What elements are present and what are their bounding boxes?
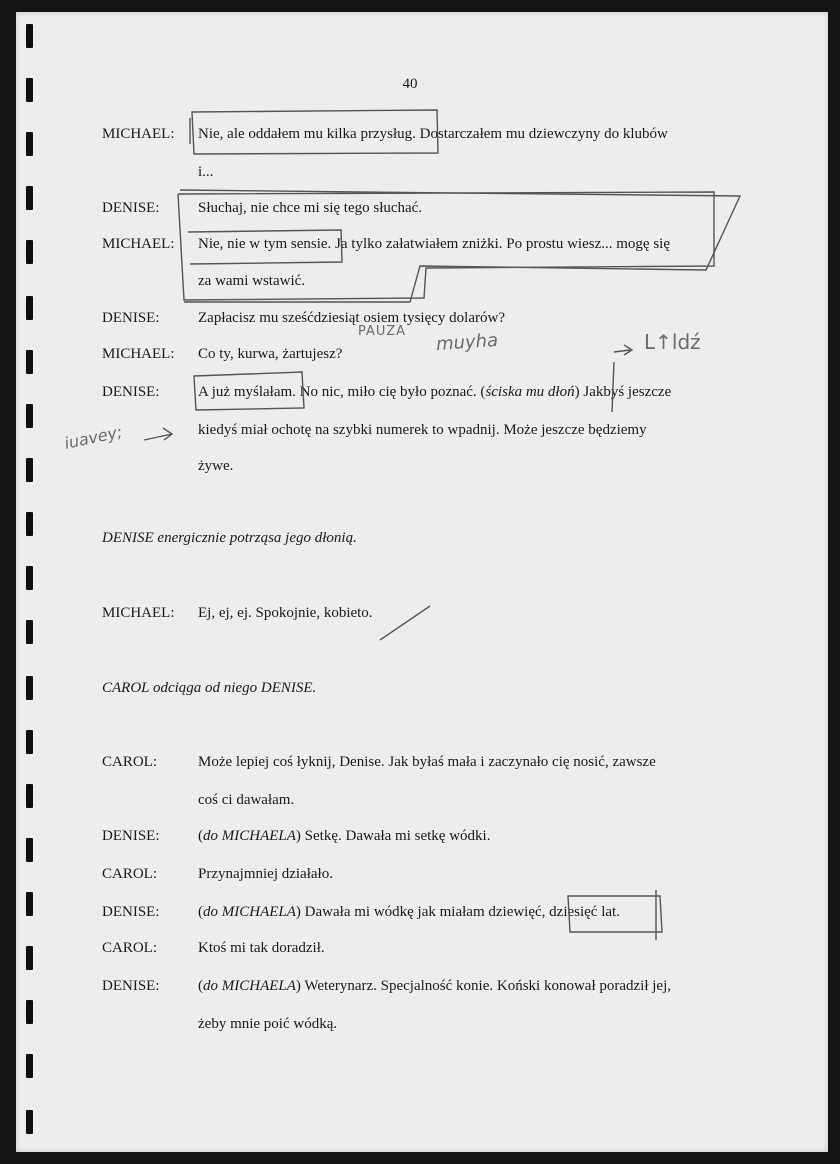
binding-hole — [26, 1110, 33, 1134]
stage-direction-inline: do MICHAELA — [203, 978, 296, 994]
binding-hole — [26, 566, 33, 590]
spiral-binding — [18, 0, 38, 1164]
speaker-label: DENISE: — [102, 828, 160, 844]
dialogue-line: Zapłacisz mu sześćdziesiąt osiem tysięcy dolarów? — [198, 310, 505, 326]
binding-hole — [26, 132, 33, 156]
dialogue-line: kiedyś miał ochotę na szybki numerek to wpadnij. Może jeszcze będziemy — [198, 422, 647, 438]
speaker-label: MICHAEL: — [102, 346, 175, 362]
stage-direction-inline: ściska mu dłoń — [485, 384, 575, 400]
binding-hole — [26, 676, 33, 700]
speaker-label: MICHAEL: — [102, 605, 175, 621]
speaker-label: DENISE: — [102, 200, 160, 216]
line-segment: Setkę. Dawała mi setkę wódki. — [304, 828, 491, 844]
binding-hole — [26, 404, 33, 428]
binding-hole — [26, 784, 33, 808]
line-segment: Weterynarz. Specjalność konie. Koński konował poradził jej, — [304, 978, 672, 994]
dialogue-line: Nie, ale oddałem mu kilka przysług. Dostarczałem mu dziewczyny do klubów — [198, 126, 668, 142]
dialogue-line: (do MICHAELA) Dawała mi wódkę jak miałam dziewięć, dziesięć lat. — [198, 904, 620, 920]
speaker-label: CAROL: — [102, 866, 158, 882]
dialogue-line: Nie, nie w tym sensie. Ja tylko załatwiałem zniżki. Po prostu wiesz... mogę się — [198, 236, 670, 252]
dialogue-line: i... — [198, 164, 214, 180]
binding-hole — [26, 512, 33, 536]
speaker-label: DENISE: — [102, 978, 160, 994]
handwritten-scribble: muyha — [435, 329, 499, 356]
dialogue-line: żywe. — [198, 458, 234, 474]
speaker-label: MICHAEL: — [102, 236, 175, 252]
binding-hole — [26, 296, 33, 320]
binding-hole — [26, 240, 33, 264]
stage-direction-inline: do MICHAELA — [203, 828, 296, 844]
stage-direction-inline: do MICHAELA — [203, 904, 296, 920]
dialogue-line: za wami wstawić. — [198, 273, 306, 289]
dialogue-line: (do MICHAELA) Setkę. Dawała mi setkę wódki. — [198, 828, 491, 844]
binding-hole — [26, 78, 33, 102]
binding-hole — [26, 838, 33, 862]
binding-hole — [26, 892, 33, 916]
binding-hole — [26, 946, 33, 970]
binding-hole — [26, 186, 33, 210]
dialogue-line: Przynajmniej działało. — [198, 866, 333, 882]
stage-direction: DENISE energicznie potrząsa jego dłonią. — [102, 530, 357, 546]
dialogue-line: Może lepiej coś łyknij, Denise. Jak byłaś mała i zaczynało cię nosić, zawsze — [198, 754, 656, 770]
dialogue-line: Co ty, kurwa, żartujesz? — [198, 346, 343, 362]
dialogue-line: coś ci dawałam. — [198, 792, 295, 808]
speaker-label: DENISE: — [102, 310, 160, 326]
speaker-label: DENISE: — [102, 384, 160, 400]
line-segment: ) Jakbyś jeszcze — [574, 384, 672, 400]
line-segment: Dawała mi wódkę jak miałam dziewięć, dziesięć lat. — [304, 904, 620, 920]
binding-hole — [26, 1054, 33, 1078]
dialogue-line: Ej, ej, ej. Spokojnie, kobieto. — [198, 605, 373, 621]
dialogue-line: (do MICHAELA) Weterynarz. Specjalność konie. Koński konował poradził jej, — [198, 978, 672, 994]
speaker-label: CAROL: — [102, 940, 158, 956]
binding-hole — [26, 458, 33, 482]
dialogue-line: żeby mnie poić wódką. — [198, 1016, 338, 1032]
binding-hole — [26, 1000, 33, 1024]
handwritten-note: L↑ldź — [644, 330, 701, 354]
dialogue-line: Słuchaj, nie chce mi się tego słuchać. — [198, 200, 423, 216]
binding-hole — [26, 350, 33, 374]
dialogue-line: Ktoś mi tak doradził. — [198, 940, 325, 956]
binding-hole — [26, 730, 33, 754]
dialogue-line — [198, 382, 671, 402]
line-segment: A już myślałam. No nic, miło cię było poznać. ( — [198, 384, 486, 400]
binding-hole — [26, 620, 33, 644]
speaker-label: CAROL: — [102, 754, 158, 770]
speaker-label: DENISE: — [102, 904, 160, 920]
handwritten-note: iuavey; — [62, 422, 124, 453]
page-number: 40 — [402, 76, 418, 92]
stage-direction: CAROL odciąga od niego DENISE. — [102, 680, 317, 696]
speaker-label: MICHAEL: — [102, 126, 175, 142]
handwritten-pauza: PAUZA — [358, 324, 406, 339]
binding-hole — [26, 24, 33, 48]
